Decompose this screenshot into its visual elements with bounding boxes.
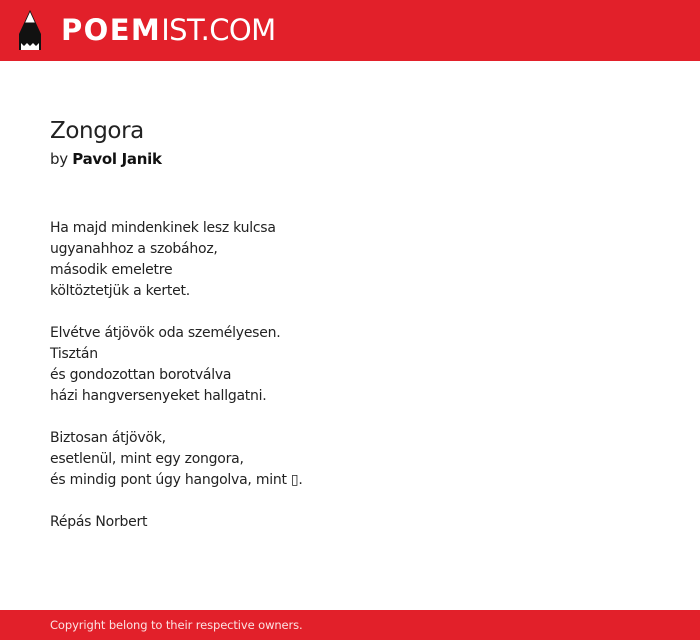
poem-line: Elvétve átjövök oda személyesen. bbox=[50, 325, 281, 341]
poem-stanza-2 bbox=[50, 323, 650, 407]
poem-line: esetlenül, mint egy zongora, bbox=[50, 451, 244, 467]
poem-line: Ha majd mindenkinek lesz kulcsa bbox=[50, 220, 276, 236]
author-link[interactable]: Pavol Janik bbox=[72, 150, 162, 168]
logo-wordmark-bold: POEM bbox=[61, 13, 162, 47]
poem-line: Tisztán bbox=[50, 346, 98, 362]
poem-line: házi hangversenyeket hallgatni. bbox=[50, 388, 267, 404]
site-header bbox=[0, 0, 700, 61]
logo-wordmark bbox=[61, 0, 276, 61]
logo-wordmark-light: IST.COM bbox=[161, 13, 276, 47]
byline-prefix: by bbox=[50, 150, 68, 168]
copyright-text: Copyright belong to their respective owners. bbox=[50, 618, 303, 632]
poem-stanza-1 bbox=[50, 218, 650, 302]
poem-line: és gondozottan borotválva bbox=[50, 367, 232, 383]
poem-line: ugyanahhoz a szobához, bbox=[50, 241, 218, 257]
pencil-icon bbox=[18, 10, 42, 52]
poem-line: költöztetjük a kertet. bbox=[50, 283, 190, 299]
poem-signature bbox=[50, 512, 650, 533]
poem-line: második emeletre bbox=[50, 262, 173, 278]
translator-name: Répás Norbert bbox=[50, 514, 148, 530]
site-logo-link[interactable] bbox=[18, 0, 276, 61]
poem-title: Zongora bbox=[50, 118, 144, 144]
poem-line: és mindig pont úgy hangolva, mint ▯. bbox=[50, 472, 303, 488]
poem-byline bbox=[50, 148, 162, 170]
poem-stanza-3 bbox=[50, 428, 650, 491]
poem-line: Biztosan átjövök, bbox=[50, 430, 166, 446]
site-footer bbox=[0, 610, 700, 640]
poem-body bbox=[50, 218, 650, 554]
